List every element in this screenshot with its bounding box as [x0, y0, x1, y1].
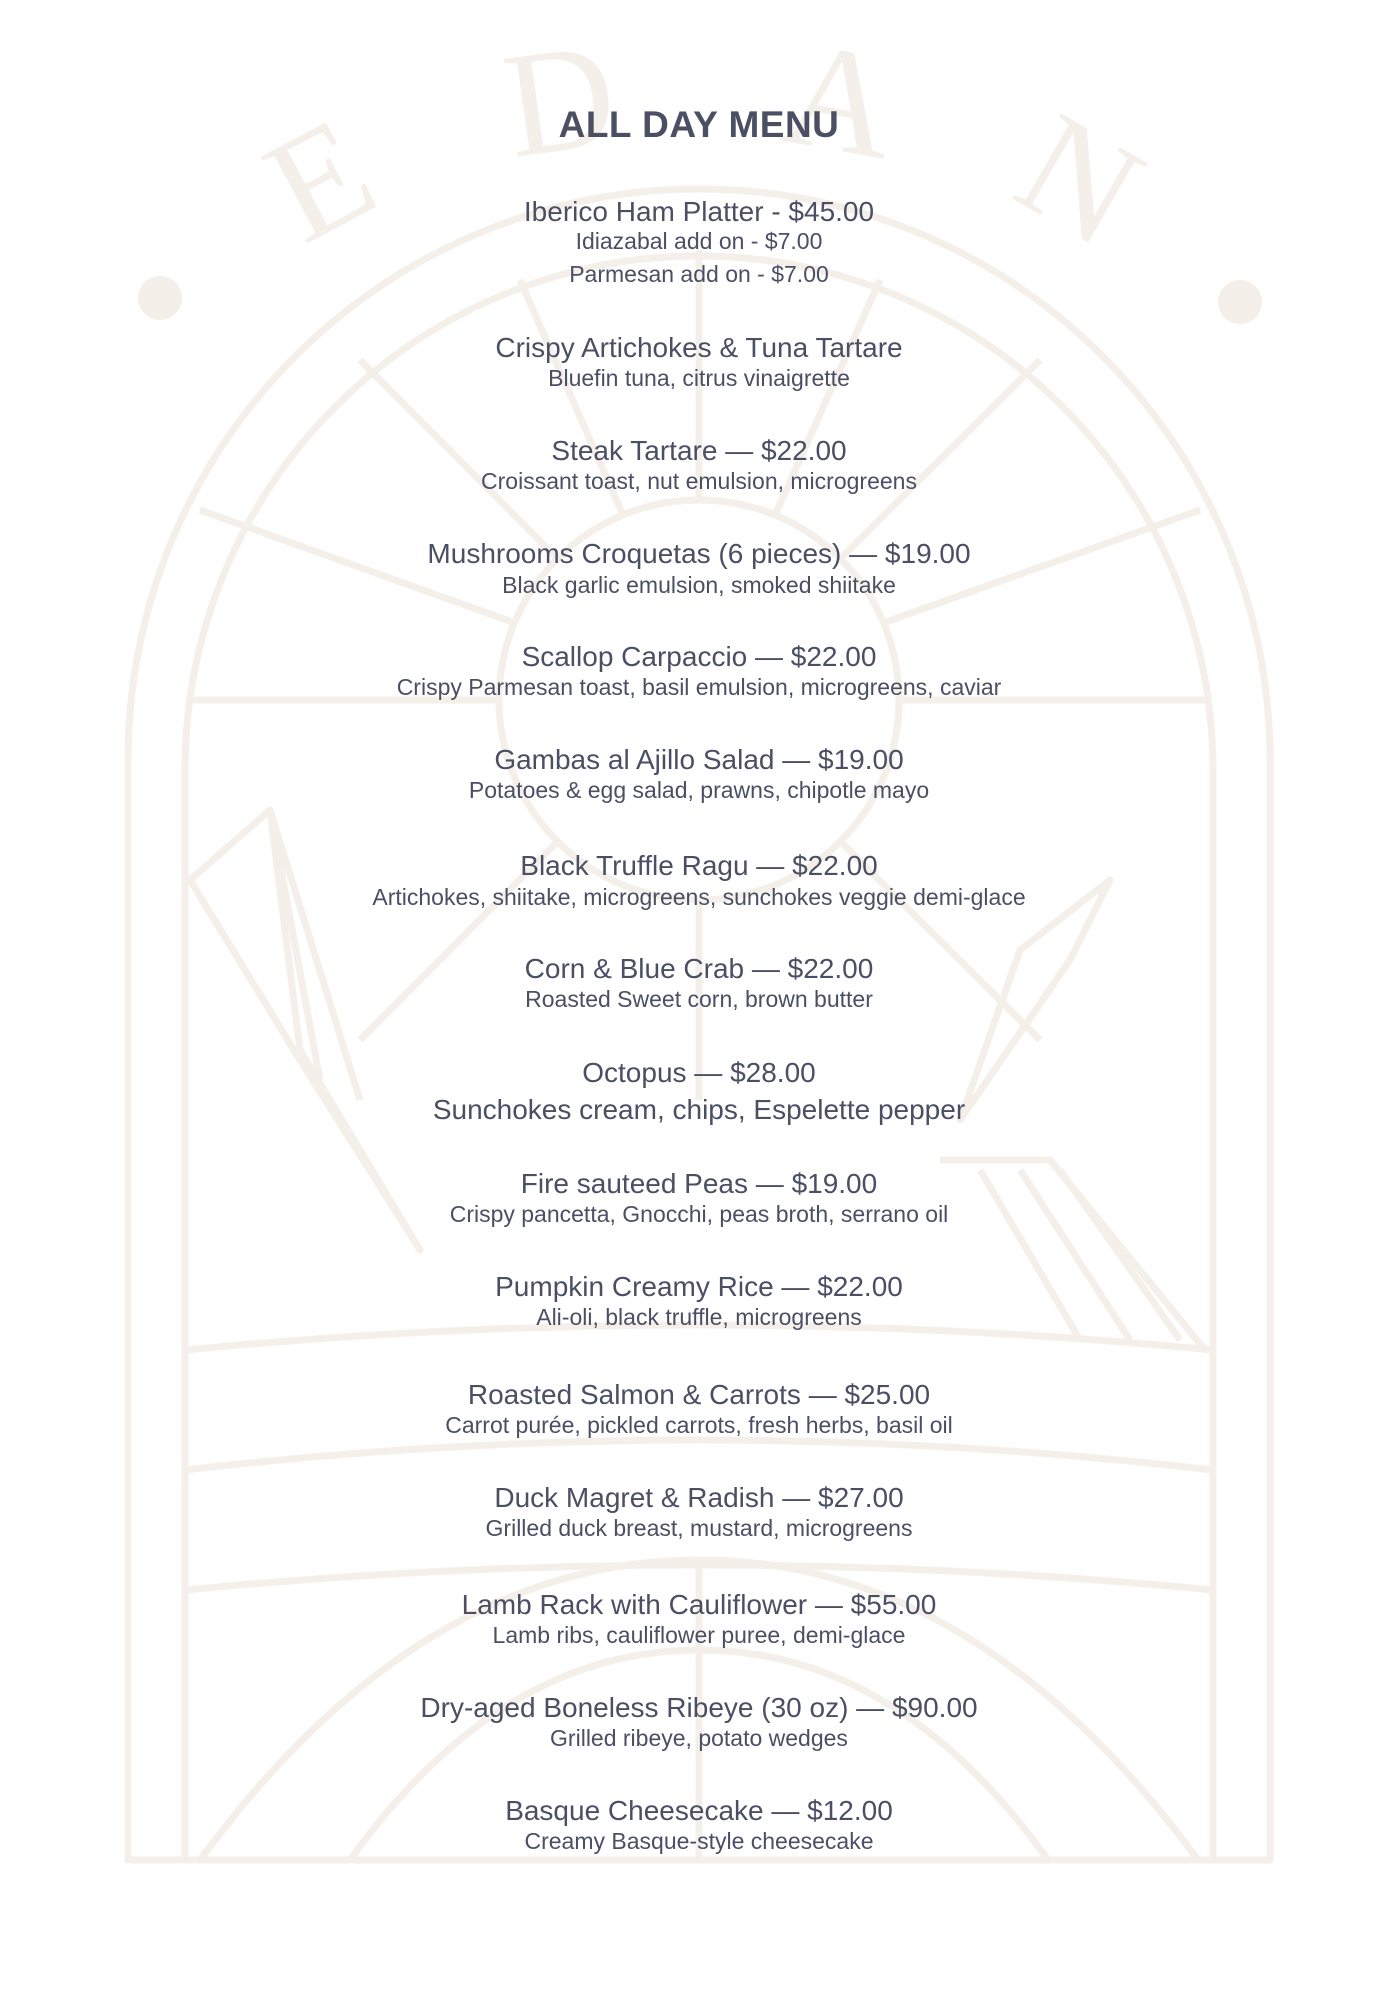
menu-item-name: Roasted Salmon & Carrots — $25.00	[467, 1379, 931, 1410]
watermark-letter-e: E	[240, 85, 400, 275]
menu-item-name: Octopus — $28.00	[582, 1057, 816, 1088]
watermark-letter-n: N	[991, 81, 1169, 279]
menu-item-name: Fire sauteed Peas — $19.00	[520, 1168, 878, 1199]
menu-item-description: Lamb ribs, cauliflower puree, demi-glace	[492, 1622, 906, 1648]
menu-item-description: Creamy Basque-style cheesecake	[524, 1828, 874, 1854]
menu-item-description: Parmesan add on - $7.00	[569, 261, 829, 287]
menu-item-description: Artichokes, shiitake, microgreens, sunchokes veggie demi-glace	[372, 884, 1026, 910]
menu-item-name: Corn & Blue Crab — $22.00	[524, 953, 874, 984]
menu-item-name: Mushrooms Croquetas (6 pieces) — $19.00	[427, 538, 971, 569]
menu-item-name: Dry-aged Boneless Ribeye (30 oz) — $90.00	[420, 1692, 978, 1723]
menu-item-description: Croissant toast, nut emulsion, microgreens	[481, 468, 917, 494]
menu-item-name: Scallop Carpaccio — $22.00	[521, 641, 877, 672]
menu-item-description: Sunchokes cream, chips, Espelette pepper	[432, 1094, 966, 1125]
menu-title: ALL DAY MENU	[558, 104, 840, 145]
menu-item-description: Bluefin tuna, citrus vinaigrette	[548, 365, 850, 391]
menu-item-name: Pumpkin Creamy Rice — $22.00	[495, 1271, 903, 1302]
watermark-letter-a: A	[772, 8, 908, 192]
menu-item-description: Potatoes & egg salad, prawns, chipotle mayo	[468, 777, 930, 803]
menu-item-name: Steak Tartare — $22.00	[551, 435, 847, 466]
menu-item-name: Black Truffle Ragu — $22.00	[520, 850, 878, 881]
menu-item-name: Gambas al Ajillo Salad — $19.00	[494, 744, 904, 775]
menu-item-description: Ali-oli, black truffle, microgreens	[536, 1304, 862, 1330]
menu-item-name: Lamb Rack with Cauliflower — $55.00	[461, 1589, 937, 1620]
menu-item-description: Crispy pancetta, Gnocchi, peas broth, serrano oil	[449, 1201, 949, 1227]
menu-item-description: Carrot purée, pickled carrots, fresh herbs, basil oil	[445, 1412, 953, 1438]
menu-item-description: Idiazabal add on - $7.00	[575, 228, 823, 254]
menu-item-description: Grilled ribeye, potato wedges	[550, 1725, 848, 1751]
menu-item-name: Duck Magret & Radish — $27.00	[494, 1482, 904, 1513]
menu-item-description: Crispy Parmesan toast, basil emulsion, microgreens, caviar	[396, 674, 1002, 700]
menu-item-description: Grilled duck breast, mustard, microgreens	[485, 1515, 913, 1541]
menu-item-description: Roasted Sweet corn, brown butter	[525, 986, 873, 1012]
menu-item-name: Iberico Ham Platter - $45.00	[523, 196, 875, 227]
menu-item-description: Black garlic emulsion, smoked shiitake	[502, 572, 896, 598]
watermark-letter-d: D	[494, 10, 626, 190]
menu-item-name: Crispy Artichokes & Tuna Tartare	[495, 332, 903, 363]
menu-item-name: Basque Cheesecake — $12.00	[505, 1795, 893, 1826]
